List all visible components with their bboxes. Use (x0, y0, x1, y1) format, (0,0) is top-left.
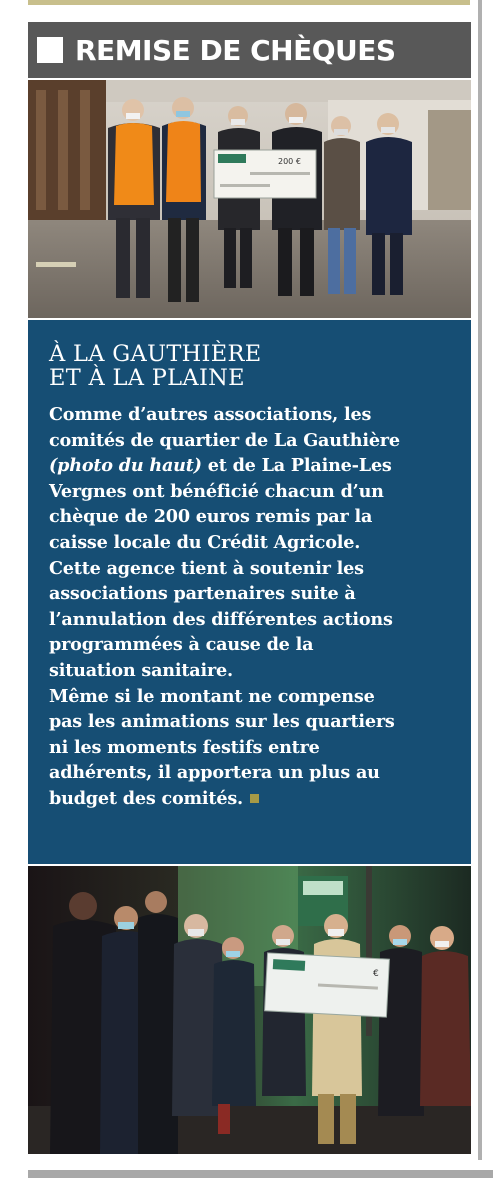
body-line: caisse locale du Crédit Agricole. (49, 531, 361, 553)
body-line: et de La Plaine-Les (201, 455, 392, 477)
section-title: REMISE DE CHÈQUES (75, 33, 396, 67)
article-headline (49, 342, 451, 390)
column-rule (478, 0, 482, 1160)
bottom-rule (28, 1170, 493, 1178)
body-line: comités de quartier de La Gauthière (49, 429, 400, 451)
photo-top-illustration (28, 80, 471, 318)
body-line-photo-credit: (photo du haut) (49, 455, 202, 477)
body-line: adhérents, il apportera un plus au (49, 762, 380, 784)
photo-bottom (28, 866, 471, 1154)
body-line: Vergnes ont bénéficié chacun d’un (49, 480, 384, 502)
body-line: programmées à cause de la (49, 634, 314, 656)
body-line: situation sanitaire. (49, 659, 233, 681)
body-line: ni les moments festifs entre (49, 736, 320, 758)
cheque-amount-bottom: € (373, 969, 379, 979)
body-line: Comme d’autres associations, les (49, 404, 372, 425)
body-line: l’annulation des différentes actions (49, 608, 393, 630)
body-line: pas les animations sur les quartiers (49, 711, 395, 733)
header-square-icon (37, 37, 63, 63)
section-header (28, 22, 471, 78)
body-line: Même si le montant ne compense (49, 685, 375, 707)
top-rule (28, 0, 470, 5)
photo-bottom-illustration (28, 866, 471, 1154)
photo-top (28, 80, 471, 318)
article-body (49, 402, 451, 812)
body-line: associations partenaires suite à (49, 583, 356, 605)
body-line: chèque de 200 euros remis par la (49, 506, 373, 528)
article-box (28, 320, 471, 864)
end-of-article-icon (250, 794, 259, 803)
cheque-amount-top: 200 € (278, 157, 301, 166)
headline-line-2: ET À LA PLAINE (49, 365, 245, 391)
headline-line-1: À LA GAUTHIÈRE (49, 341, 262, 367)
body-line: Cette agence tient à soutenir les (49, 557, 364, 579)
body-line: budget des comités. (49, 787, 243, 809)
